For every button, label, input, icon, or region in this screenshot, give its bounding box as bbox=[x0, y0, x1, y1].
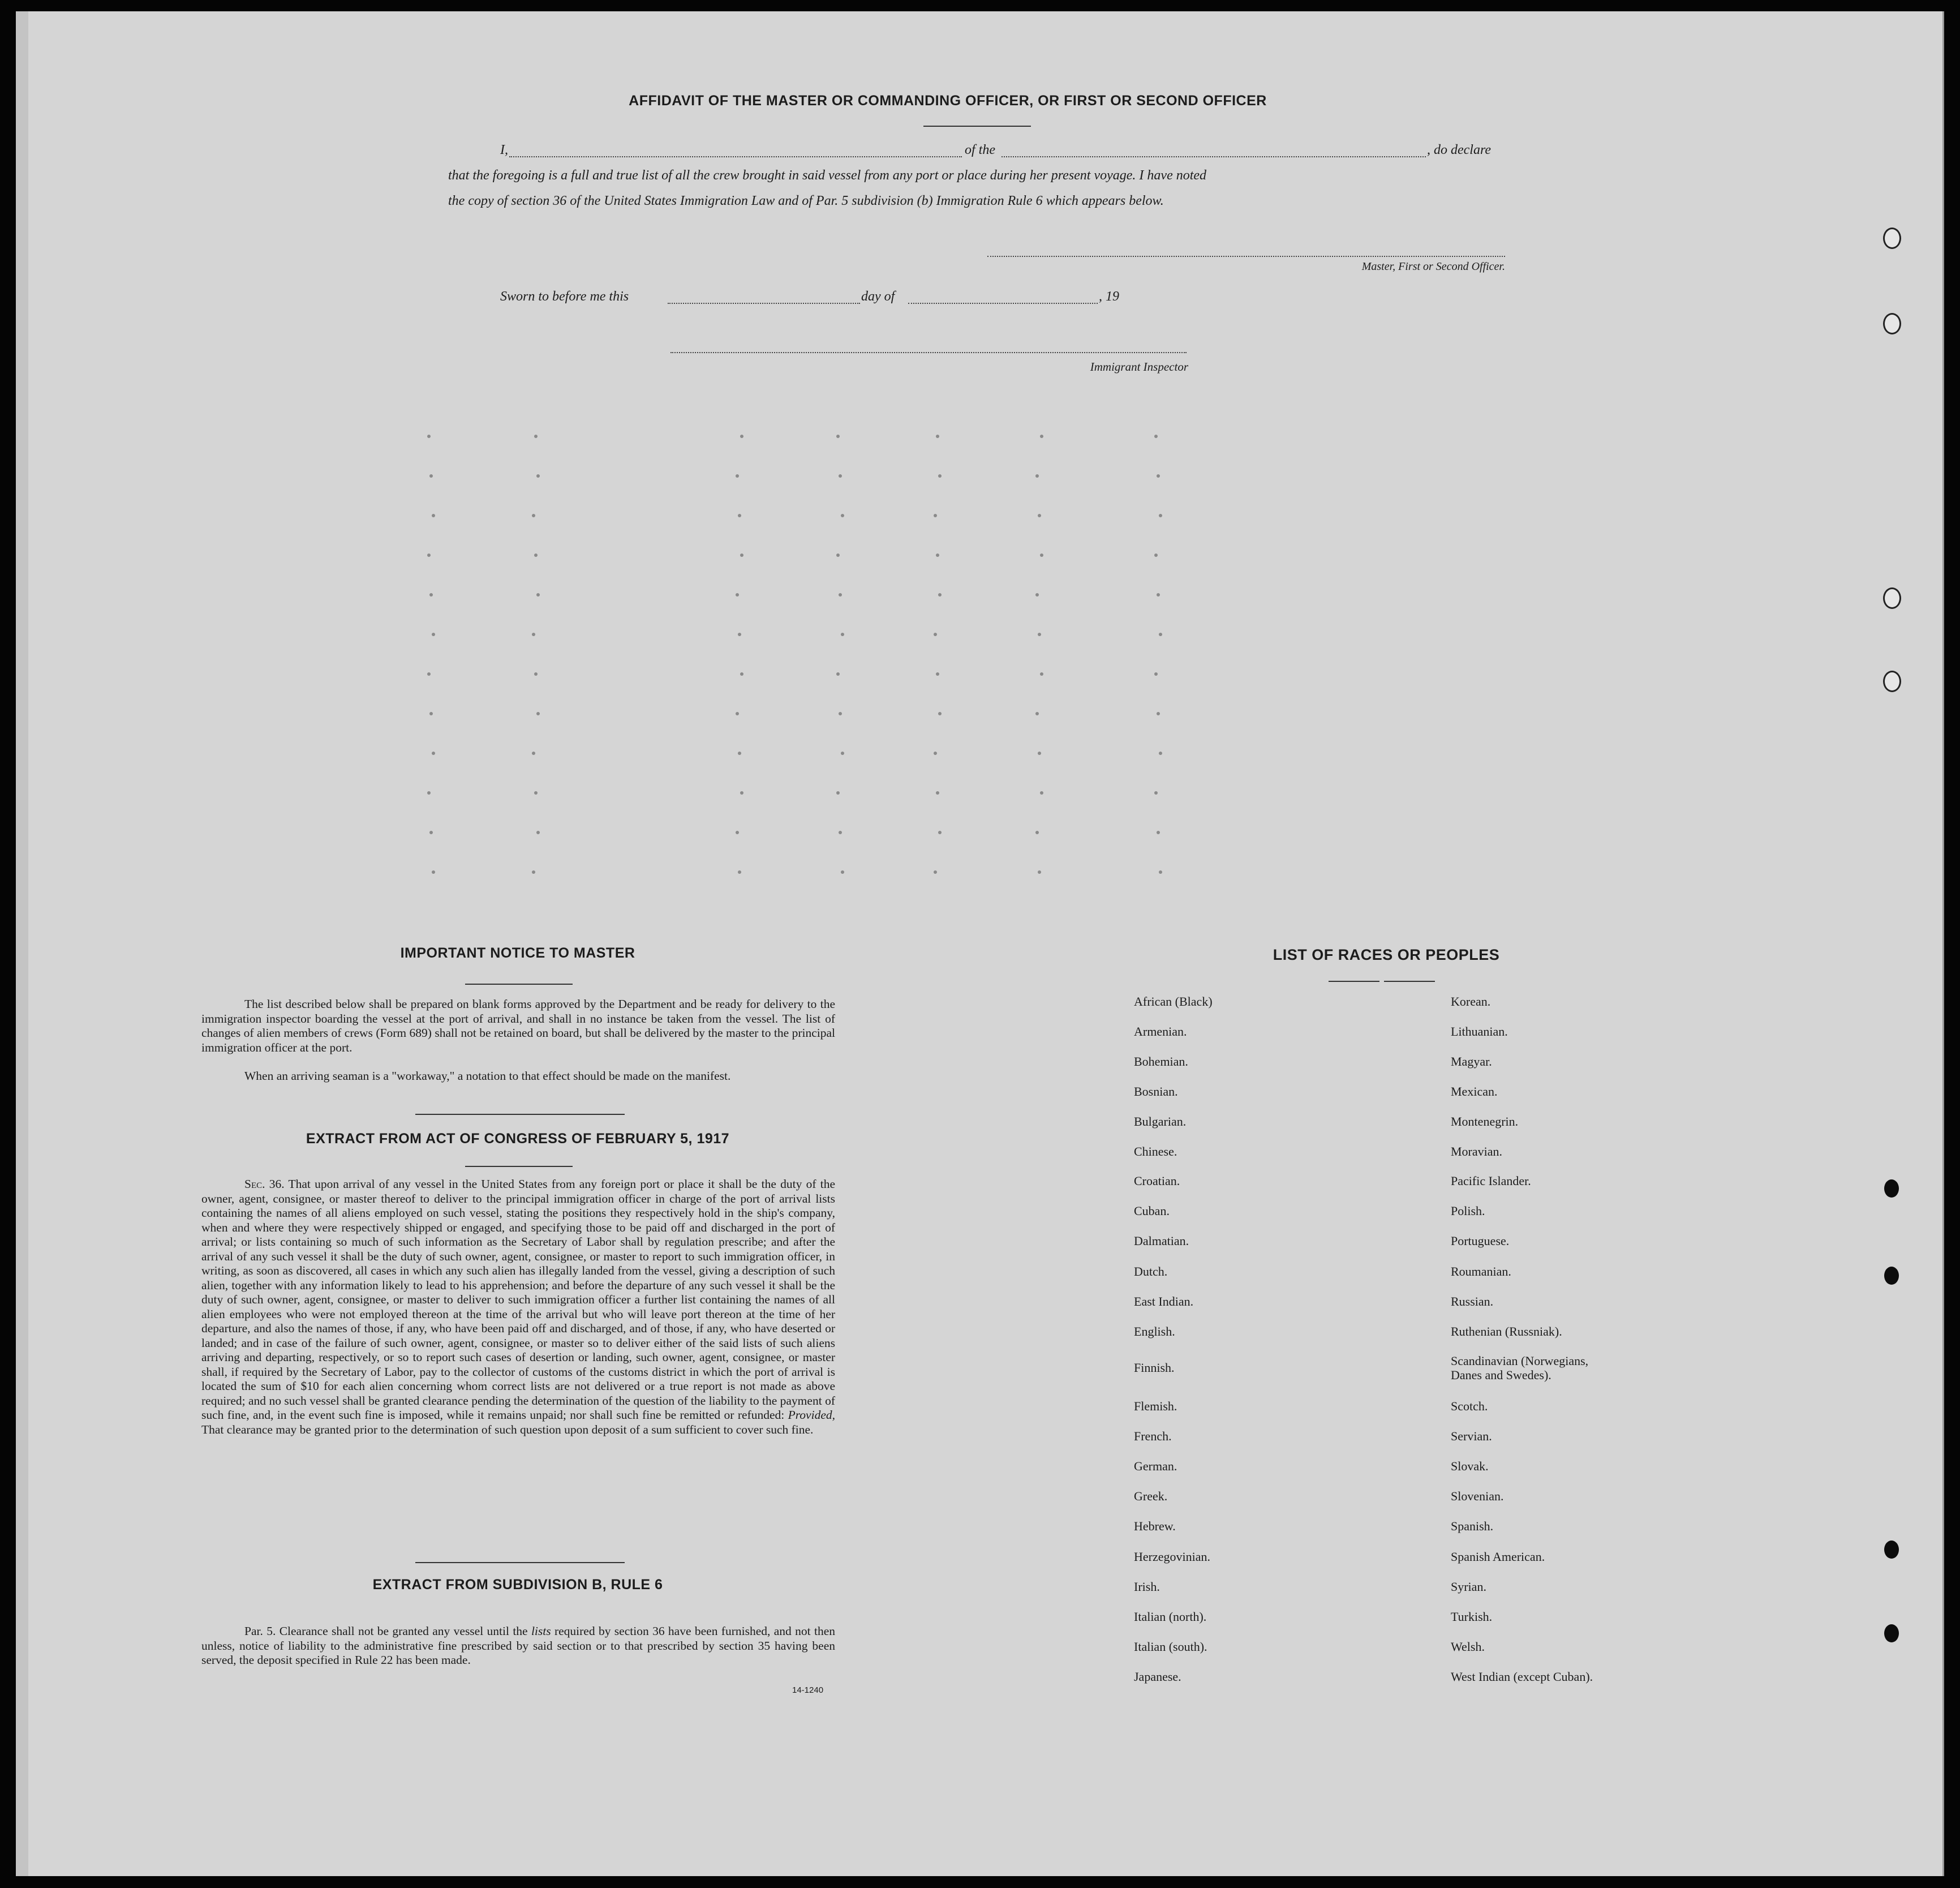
bleed-mark bbox=[836, 435, 840, 438]
affidavit-line-2: that the foregoing is a full and true list of all the crew brought in said vessel from any port or place during her present voyage. I have noted bbox=[448, 168, 1207, 183]
bleed-mark bbox=[427, 672, 431, 676]
race-item: Bohemian. bbox=[1134, 1054, 1188, 1069]
act-underline bbox=[465, 1166, 573, 1167]
race-item: Roumanian. bbox=[1451, 1264, 1511, 1278]
bleed-mark bbox=[534, 672, 538, 676]
race-item: Korean. bbox=[1451, 994, 1491, 1009]
sworn-day-label: day of bbox=[861, 289, 895, 304]
bleed-mark bbox=[1038, 752, 1041, 755]
binder-hole bbox=[1884, 1179, 1899, 1198]
bleed-mark bbox=[534, 553, 538, 557]
bleed-mark bbox=[1035, 593, 1039, 597]
bleed-mark bbox=[1159, 752, 1162, 755]
bleed-mark bbox=[938, 474, 942, 478]
race-item: Polish. bbox=[1451, 1204, 1485, 1218]
inspector-caption: Immigrant Inspector bbox=[1090, 360, 1188, 374]
race-item: English. bbox=[1134, 1324, 1175, 1338]
bleed-mark bbox=[740, 435, 743, 438]
bleed-mark bbox=[536, 831, 540, 834]
race-item: Dalmatian. bbox=[1134, 1234, 1189, 1248]
bleed-mark bbox=[432, 633, 435, 636]
declarant-name-line[interactable] bbox=[509, 156, 962, 157]
bleed-mark bbox=[1040, 672, 1043, 676]
race-item: Finnish. bbox=[1134, 1361, 1175, 1375]
race-item: Welsh. bbox=[1451, 1640, 1485, 1654]
race-item: Lithuanian. bbox=[1451, 1024, 1508, 1039]
bleed-mark bbox=[1038, 870, 1041, 874]
race-item: Bulgarian. bbox=[1134, 1114, 1187, 1128]
race-item: Dutch. bbox=[1134, 1264, 1168, 1278]
race-item: Croatian. bbox=[1134, 1174, 1180, 1188]
bleed-mark bbox=[1154, 791, 1158, 795]
declarant-prefix: I, bbox=[500, 143, 508, 157]
section-divider bbox=[415, 1562, 625, 1563]
bleed-mark bbox=[1038, 633, 1041, 636]
section-text-end: That clearance may be granted prior to the determination of such question upon deposit of a sum sufficient to cover such fine. bbox=[201, 1422, 814, 1436]
race-item: Mexican. bbox=[1451, 1084, 1498, 1099]
bleed-mark bbox=[836, 672, 840, 676]
race-item: Flemish. bbox=[1134, 1399, 1177, 1413]
race-item: Greek. bbox=[1134, 1489, 1168, 1503]
bleed-mark bbox=[1159, 870, 1162, 874]
bleed-mark bbox=[836, 553, 840, 557]
race-item: East Indian. bbox=[1134, 1294, 1194, 1308]
bleed-mark bbox=[1040, 435, 1043, 438]
bleed-mark bbox=[432, 870, 435, 874]
page-fold bbox=[16, 11, 28, 1876]
race-item: Turkish. bbox=[1451, 1610, 1493, 1624]
section-divider bbox=[415, 1114, 625, 1115]
bleed-mark bbox=[740, 672, 743, 676]
bleed-mark bbox=[841, 514, 844, 517]
bleed-mark bbox=[839, 474, 842, 478]
race-item: Moravian. bbox=[1451, 1144, 1503, 1158]
bleed-mark bbox=[1154, 553, 1158, 557]
bleed-mark bbox=[738, 752, 741, 755]
bleed-mark bbox=[938, 712, 942, 715]
bleed-mark bbox=[536, 593, 540, 597]
bleed-mark bbox=[738, 514, 741, 517]
race-item: Scotch. bbox=[1451, 1399, 1488, 1413]
bleed-mark bbox=[839, 593, 842, 597]
bleed-mark bbox=[1035, 474, 1039, 478]
race-item: Scandinavian (Norwegians, Danes and Swedes). bbox=[1451, 1354, 1589, 1382]
bleed-mark bbox=[839, 712, 842, 715]
bleed-mark bbox=[936, 791, 939, 795]
bleed-mark bbox=[740, 791, 743, 795]
bleed-mark bbox=[934, 633, 937, 636]
bleed-mark bbox=[1157, 831, 1160, 834]
bleed-mark bbox=[1157, 712, 1160, 715]
binder-hole bbox=[1884, 1267, 1899, 1285]
affidavit-title: AFFIDAVIT OF THE MASTER OR COMMANDING OFFICER, OR FIRST OR SECOND OFFICER bbox=[629, 93, 1267, 109]
notice-paragraph-2: When an arriving seaman is a "workaway," a notation to that effect should be made on the manifest. bbox=[244, 1069, 731, 1083]
race-item: Japanese. bbox=[1134, 1670, 1181, 1684]
form-number: 14-1240 bbox=[792, 1685, 824, 1695]
binder-hole bbox=[1883, 671, 1901, 692]
bleed-mark bbox=[736, 474, 739, 478]
bleed-mark bbox=[936, 672, 939, 676]
rule-text-start: Par. 5. Clearance shall not be granted any vessel until the bbox=[244, 1624, 531, 1638]
bleed-mark bbox=[532, 514, 535, 517]
bleed-mark bbox=[432, 514, 435, 517]
binder-hole bbox=[1884, 1624, 1899, 1642]
bleed-mark bbox=[936, 435, 939, 438]
sworn-prefix: Sworn to before me this bbox=[500, 289, 629, 304]
bleed-mark bbox=[839, 831, 842, 834]
section-text: That upon arrival of any vessel in the United States from any foreign port or place it shall be the duty of the owner, agent, consignee, or master thereof to deliver to the principal immigration officer in charge of the port of arrival lists containing the names of all aliens employed on such vessel, stating the positions they respectively hold in the ship's company, when and where they were respectively shipped or engaged, and specifying those to be paid off and discharged in the port of arrival; or lists containing so much of such information as the Secretary of Labor shall by regulation prescribe; and after the arrival of any such vessel it shall be the duty of such owner, agent, consignee, or master to report to such immigration officer, in writing, as soon as discovered, all cases in which any such alien has illegally landed from the vessel, giving a description of such alien, together with any information likely to lead to his apprehension; and before the departure of any such vessel it shall be the duty of such owner, agent, consignee, or master to deliver to such immigration officer a further list containing the names of all alien employees who were not employed thereon at the time of the arrival but who will leave port thereon at the time of her departure, and also the names of those, if any, who have been paid off and discharged, and of those, if any, who have deserted or landed; and in case of the failure of such owner, agent, consignee, or master so to deliver either of the said lists of such aliens arriving and departing, respectively, or so to report such cases of desertion or landing, such owner, agent, consignee, or master shall, if required by the Secretary of Labor, pay to the collector of customs of the customs district in which the port of arrival is located the sum of $10 for each alien concerning whom correct lists are not delivered or a true report is not made as above required; and no such vessel shall be granted clearance pending the determination of the question of the liability to the payment of such fine, and, in the event such fine is imposed, while it remains unpaid; nor shall such fine be remitted or refunded: bbox=[201, 1177, 835, 1422]
race-item: Spanish American. bbox=[1451, 1550, 1545, 1564]
race-item: Magyar. bbox=[1451, 1054, 1492, 1069]
bleed-mark bbox=[1035, 831, 1039, 834]
race-item: Slovenian. bbox=[1451, 1489, 1504, 1503]
sworn-year-label: , 19 bbox=[1099, 289, 1119, 304]
rule-lists-word: lists bbox=[531, 1624, 551, 1638]
declare-suffix: , do declare bbox=[1427, 143, 1492, 157]
race-item: Russian. bbox=[1451, 1294, 1494, 1308]
bleed-mark bbox=[429, 593, 433, 597]
rule-text-end: required by section 36 have been furnished, and not then unless, notice of liability to the administrative fine prescribed by said section or to that prescribed by section 35 having been served, the deposit specified in Rule 22 has been made. bbox=[201, 1624, 835, 1667]
bleed-mark bbox=[432, 752, 435, 755]
sworn-month-line[interactable] bbox=[908, 303, 1098, 304]
race-item: Cuban. bbox=[1134, 1204, 1170, 1218]
bleed-mark bbox=[1154, 672, 1158, 676]
bleed-mark bbox=[532, 633, 535, 636]
race-item: French. bbox=[1134, 1429, 1172, 1443]
inspector-signature-line[interactable] bbox=[670, 352, 1187, 353]
race-item: Armenian. bbox=[1134, 1024, 1187, 1039]
binder-hole bbox=[1883, 587, 1901, 609]
race-item: Servian. bbox=[1451, 1429, 1492, 1443]
race-item: Irish. bbox=[1134, 1580, 1160, 1594]
act-section-36 bbox=[201, 1177, 835, 1437]
bleed-mark bbox=[836, 791, 840, 795]
officer-signature-caption: Master, First or Second Officer. bbox=[1361, 260, 1505, 273]
race-item: Bosnian. bbox=[1134, 1084, 1178, 1099]
race-item: Italian (north). bbox=[1134, 1610, 1207, 1624]
bleed-mark bbox=[841, 633, 844, 636]
section-label: Sec. 36. bbox=[244, 1177, 285, 1191]
rule-paragraph bbox=[201, 1624, 835, 1668]
bleed-mark bbox=[841, 870, 844, 874]
race-item: Italian (south). bbox=[1134, 1640, 1207, 1654]
binder-hole bbox=[1883, 228, 1901, 249]
affidavit-line-3: the copy of section 36 of the United States Immigration Law and of Par. 5 subdivision (b) Immigration Rule 6 which appears below. bbox=[448, 194, 1164, 208]
bleed-mark bbox=[534, 435, 538, 438]
bleed-mark bbox=[736, 593, 739, 597]
bleed-mark bbox=[427, 435, 431, 438]
bleed-mark bbox=[427, 553, 431, 557]
officer-signature-line[interactable] bbox=[987, 256, 1505, 257]
bleed-mark bbox=[1159, 633, 1162, 636]
bleed-mark bbox=[1038, 514, 1041, 517]
races-underline bbox=[1329, 981, 1379, 982]
vessel-prefix: of the bbox=[965, 143, 995, 157]
bleed-mark bbox=[736, 712, 739, 715]
act-title: EXTRACT FROM ACT OF CONGRESS OF FEBRUARY 5, 1917 bbox=[306, 1131, 730, 1147]
bleed-mark bbox=[427, 791, 431, 795]
proviso-word: Provided, bbox=[788, 1408, 835, 1422]
race-item: Montenegrin. bbox=[1451, 1114, 1519, 1128]
bleed-mark bbox=[740, 553, 743, 557]
document-page bbox=[16, 11, 1944, 1876]
bleed-mark bbox=[429, 712, 433, 715]
bleed-mark bbox=[841, 752, 844, 755]
race-item: Pacific Islander. bbox=[1451, 1174, 1531, 1188]
races-title: LIST OF RACES OR PEOPLES bbox=[1273, 946, 1500, 963]
bleed-mark bbox=[738, 633, 741, 636]
race-item: Slovak. bbox=[1451, 1459, 1489, 1473]
bleed-mark bbox=[1157, 474, 1160, 478]
race-item: German. bbox=[1134, 1459, 1177, 1473]
sworn-day-line[interactable] bbox=[668, 303, 860, 304]
races-underline bbox=[1384, 981, 1435, 982]
title-underline bbox=[923, 126, 1031, 127]
vessel-name-line[interactable] bbox=[1002, 156, 1426, 157]
bleed-mark bbox=[1159, 514, 1162, 517]
bleed-mark bbox=[532, 870, 535, 874]
notice-paragraph-1: The list described below shall be prepared on blank forms approved by the Department and be ready for delivery to the immigration inspector boarding the vessel at the port of arrival, and shall in no instance be taken from the vessel. The list of changes of alien members of crews (Form 689) shall not be retained on board, but shall be delivered by the master to the principal immigration officer at the port. bbox=[201, 997, 835, 1054]
bleed-mark bbox=[429, 474, 433, 478]
bleed-mark bbox=[938, 593, 942, 597]
bleed-mark bbox=[934, 752, 937, 755]
bleed-mark bbox=[934, 870, 937, 874]
bleed-mark bbox=[536, 474, 540, 478]
bleed-mark bbox=[936, 553, 939, 557]
race-item: Hebrew. bbox=[1134, 1519, 1176, 1533]
race-item: Syrian. bbox=[1451, 1580, 1486, 1594]
notice-underline bbox=[465, 984, 573, 985]
bleed-mark bbox=[534, 791, 538, 795]
bleed-mark bbox=[738, 870, 741, 874]
race-item: Portuguese. bbox=[1451, 1234, 1510, 1248]
notice-title: IMPORTANT NOTICE TO MASTER bbox=[400, 945, 635, 961]
race-item: Herzegovinian. bbox=[1134, 1550, 1210, 1564]
rule-title: EXTRACT FROM SUBDIVISION B, RULE 6 bbox=[372, 1577, 663, 1593]
bleed-mark bbox=[536, 712, 540, 715]
race-item: Spanish. bbox=[1451, 1519, 1494, 1533]
bleed-mark bbox=[1040, 791, 1043, 795]
bleed-mark bbox=[532, 752, 535, 755]
bleed-mark bbox=[934, 514, 937, 517]
bleed-mark bbox=[938, 831, 942, 834]
binder-hole bbox=[1884, 1541, 1899, 1559]
race-item: Chinese. bbox=[1134, 1144, 1177, 1158]
binder-hole bbox=[1883, 313, 1901, 334]
bleed-mark bbox=[1154, 435, 1158, 438]
race-item: African (Black) bbox=[1134, 994, 1213, 1009]
race-item: Ruthenian (Russniak). bbox=[1451, 1324, 1562, 1338]
race-item: West Indian (except Cuban). bbox=[1451, 1670, 1593, 1684]
bleed-mark bbox=[1035, 712, 1039, 715]
bleed-mark bbox=[1040, 553, 1043, 557]
bleed-mark bbox=[429, 831, 433, 834]
bleed-mark bbox=[736, 831, 739, 834]
bleed-mark bbox=[1157, 593, 1160, 597]
